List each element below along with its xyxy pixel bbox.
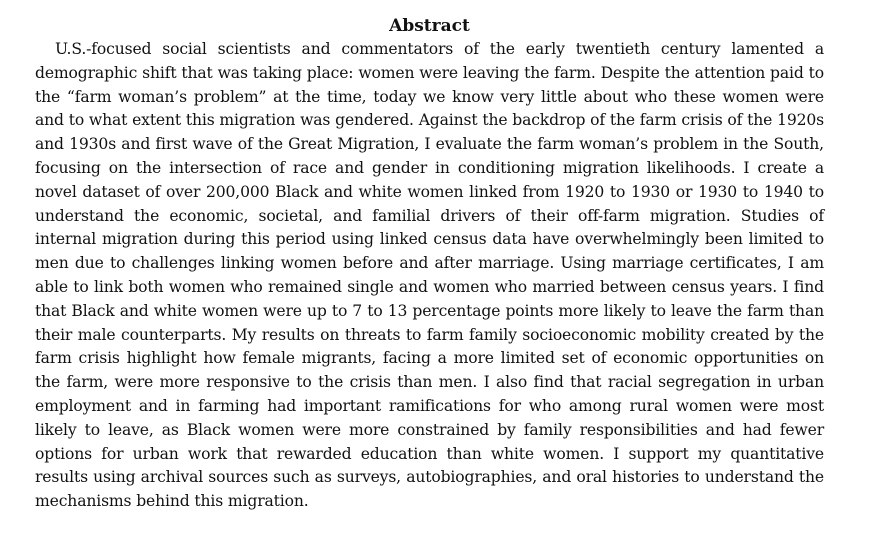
- abstract-heading: Abstract: [389, 16, 470, 36]
- abstract-paragraph: U.S.-focused social scientists and commentators of the early twentieth century lamented a demographic shift that was taking place: women were leaving the farm. Despite the attention paid to the “farm woman’s problem” at the time, today we know very little about who these women were and to what extent this migration was gendered. Against the backdrop of the farm crisis of the 1920s and 1930s and first wave of the Great Migration, I evaluate the farm woman’s problem in the South, focusing on the intersection of race and gender in conditioning migration likelihoods. I create a novel dataset of over 200,000 Black and white women linked from 1920 to 1930 or 1930 to 1940 to understand the economic, societal, and familial drivers of their off-farm migration. Studies of internal migration during this period using linked census data have overwhelmingly been limited to men due to challenges linking women before and after marriage. Using marriage certificates, I am able to link both women who remained single and women who married between census years. I find that Black and white women were up to 7 to 13 percentage points more likely to leave the farm than their male counterparts. My results on threats to farm family socioeconomic mobility created by the farm crisis highlight how female migrants, facing a more limited set of economic opportunities on the farm, were more responsive to the crisis than men. I also find that racial segregation in urban employment and in farming had important ramifications for who among rural women were most likely to leave, as Black women were more constrained by family responsibilities and had fewer options for urban work that rewarded education than white women. I support my quantitative results using archival sources such as surveys, autobiographies, and oral histories to understand the mechanisms behind this migration.: [35, 40, 824, 511]
